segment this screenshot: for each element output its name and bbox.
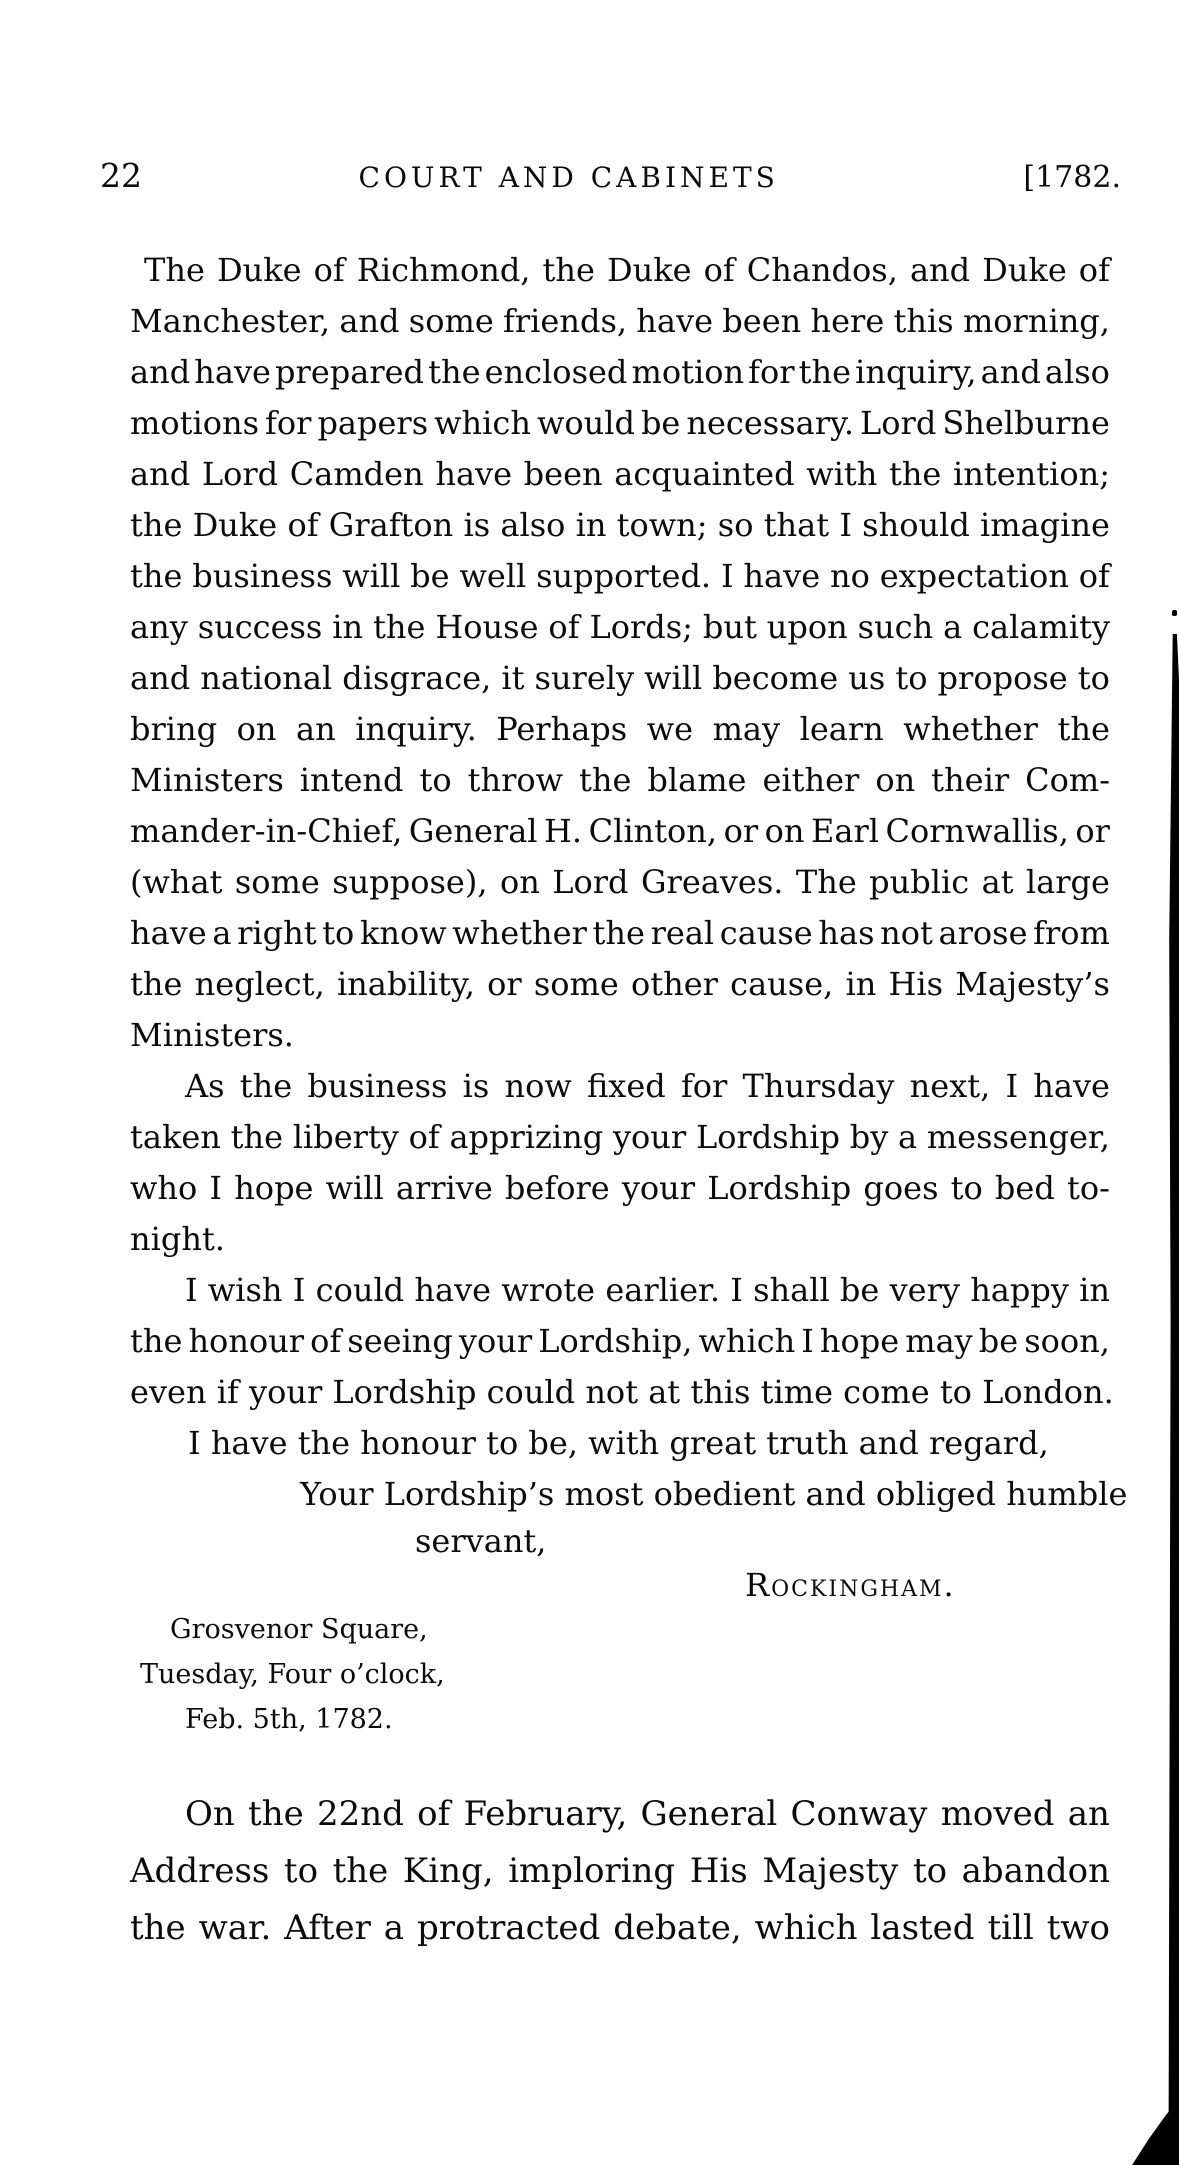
text-line: even if your Lordship could not at this time come to London. — [130, 1373, 1114, 1411]
running-header — [100, 156, 1121, 195]
text-line: taken the liberty of apprizing your Lordship by a messenger, — [130, 1118, 1110, 1156]
text-line: I have the honour to be, with great truth and regard, — [188, 1424, 1049, 1462]
text-line: As the business is now fixed for Thursday next, I have — [185, 1067, 1110, 1105]
text-line: Address to the King, imploring His Majesty to abandon — [130, 1851, 1110, 1891]
year-marker: [1782. — [1023, 160, 1121, 195]
text-line: the business will be well supported. I have no expectation of — [130, 557, 1110, 595]
scan-artifact-dot — [1172, 610, 1177, 616]
text-line: Tuesday, Four o’clock, — [140, 1659, 445, 1690]
text-line: motions for papers which would be necessary. Lord Shelburne — [130, 404, 1110, 442]
text-line: and national disgrace, it surely will become us to propose to — [130, 659, 1110, 697]
text-line: and have prepared the enclosed motion for the inquiry, and also — [130, 353, 1110, 391]
narrative-paragraph — [130, 1786, 1110, 1957]
text-line: Manchester, and some friends, have been here this morning, — [130, 302, 1110, 340]
text-line: Feb. 5th, 1782. — [185, 1704, 393, 1735]
text-line: the war. After a protracted debate, which lasted till two — [130, 1908, 1110, 1948]
text-line: On the 22nd of February, General Conway moved an — [185, 1794, 1110, 1834]
text-line: have a right to know whether the real cause has not arose from — [130, 914, 1110, 952]
text-line: the Duke of Grafton is also in town; so that I should imagine — [130, 506, 1110, 544]
text-column — [130, 245, 1128, 1957]
scan-artifact-edge-streak — [1165, 634, 1179, 2165]
text-line: who I hope will arrive before your Lordship goes to bed to- — [130, 1169, 1110, 1207]
text-line: night. — [130, 1220, 225, 1258]
text-line: and Lord Camden have been acquainted with the intention; — [130, 455, 1110, 493]
text-line: the neglect, inability, or some other cause, in His Majesty’s — [130, 965, 1110, 1003]
text-line: Ministers. — [130, 1016, 294, 1054]
running-title: COURT AND CABINETS — [358, 161, 779, 194]
text-line: any success in the House of Lords; but upon such a calamity — [130, 608, 1110, 646]
letter-body — [130, 245, 1114, 1469]
text-line: (what some suppose), on Lord Greaves. The public at large — [130, 863, 1110, 901]
text-line: bring on an inquiry. Perhaps we may learn whether the — [130, 710, 1110, 748]
text-line: servant, — [415, 1522, 547, 1560]
text-line: Your Lordship’s most obedient and obliged humble — [300, 1475, 1128, 1513]
text-line: the honour of seeing your Lordship, which I hope may be soon, — [130, 1322, 1110, 1360]
letter-closing — [130, 1469, 1128, 1607]
page-number: 22 — [100, 156, 142, 195]
letter-dateline — [130, 1607, 1110, 1742]
text-line: Ministers intend to throw the blame either on their Com- — [130, 761, 1110, 799]
text-line: Grosvenor Square, — [170, 1614, 428, 1645]
text-line: The Duke of Richmond, the Duke of Chandos, and Duke of — [144, 251, 1110, 289]
text-line: Rockingham. — [745, 1566, 956, 1604]
text-line: mander-in-Chief, General H. Clinton, or on Earl Cornwallis, or — [130, 812, 1110, 850]
scan-artifact-corner-blob — [1128, 2098, 1179, 2165]
text-line: I wish I could have wrote earlier. I shall be very happy in — [185, 1271, 1110, 1309]
